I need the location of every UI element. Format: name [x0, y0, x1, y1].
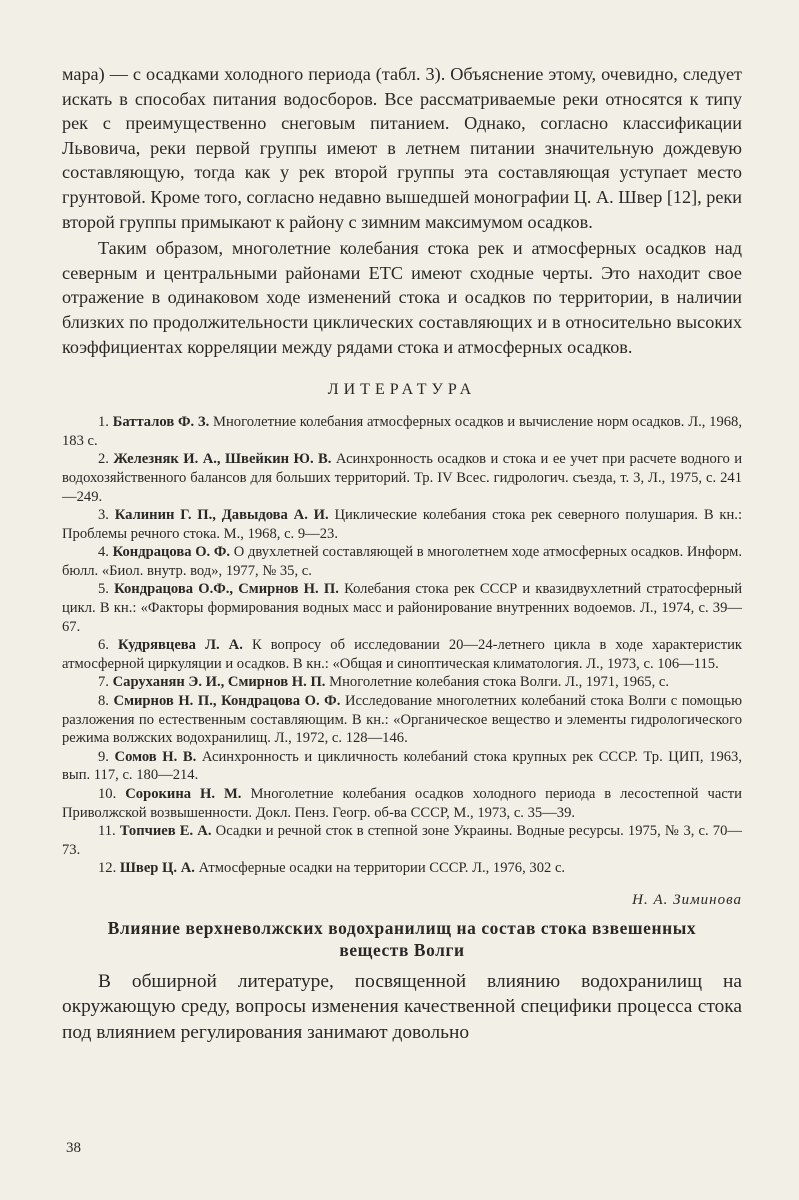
reference-authors: Сорокина Н. М.: [125, 786, 242, 802]
reference-number: 7.: [98, 674, 109, 691]
reference-text: Циклические колебания стока рек северного полушария. В кн.: Проблемы речного стока. М., 1968, с. 9—23.: [62, 507, 743, 542]
reference-authors: Смирнов Н. П., Кондрацова О. Ф.: [113, 693, 341, 710]
reference-number: 3.: [98, 507, 109, 524]
literature-heading: ЛИТЕРАТУРА: [327, 381, 477, 399]
reference-text: Осадки и речной сток в степной зоне Украины. Водные ресурсы. 1975, № 3, с. 70—73.: [62, 823, 742, 858]
article-byline: Н. А. Зиминова: [632, 891, 742, 908]
reference-item: [62, 692, 742, 748]
reference-authors: Саруханян Э. И., Смирнов Н. П.: [112, 674, 326, 691]
reference-authors: Железняк И. А., Швейкин Ю. В.: [113, 451, 332, 468]
reference-item: [62, 859, 742, 878]
reference-authors: Топчиев Е. А.: [119, 823, 212, 840]
reference-item: [62, 822, 742, 859]
reference-text: Асинхронность осадков и стока и ее учет при расчете водного и водохозяйственного балансов для больших территорий. Тр. IV Всес. гидрологич. съезда, т. 3, Л., 1975, с. 241—249.: [62, 451, 743, 505]
reference-item: [62, 506, 742, 543]
page-content: [62, 62, 742, 1045]
reference-number: 9.: [98, 748, 109, 765]
reference-text: Многолетние колебания стока Волги. Л., 1971, 1965, с.: [329, 674, 670, 691]
reference-authors: Сомов Н. В.: [114, 748, 197, 765]
reference-text: Асинхронность и цикличность колебаний стока крупных рек СССР. Тр. ЦИП, 1963, вып. 117, с. 180—214.: [62, 748, 742, 784]
reference-number: 1.: [98, 414, 109, 431]
reference-authors: Кондрацова О.Ф., Смирнов Н. П.: [114, 581, 339, 598]
reference-number: 8.: [98, 693, 109, 710]
reference-item: [62, 413, 742, 450]
reference-list: [62, 413, 742, 878]
reference-authors: Батталов Ф. З.: [112, 414, 210, 431]
reference-number: 2.: [98, 451, 109, 468]
reference-number: 6.: [98, 637, 109, 654]
reference-number: 5.: [98, 581, 109, 598]
reference-text: Атмосферные осадки на территории СССР. Л., 1976, 302 с.: [198, 860, 566, 877]
reference-number: 11.: [98, 823, 116, 840]
reference-item: [62, 748, 742, 785]
reference-number: 12.: [98, 860, 117, 877]
reference-item: [62, 673, 742, 692]
reference-text: Колебания стока рек СССР и квазидвухлетний стратосферный цикл. В кн.: «Факторы формирования водных масс и районирование внутренних водоемов. Л., 1974, с. 39—67.: [62, 581, 743, 635]
reference-number: 4.: [98, 544, 109, 561]
reference-item: [62, 580, 742, 636]
reference-text: К вопросу об исследовании 20—24-летнего цикла в ходе характеристик атмосферной циркуляции и осадков. В кн.: «Общая и синоптическая климатология. Л., 1973, с. 106—115.: [62, 637, 742, 672]
reference-item: [62, 450, 742, 506]
reference-authors: Кудрявцева Л. А.: [118, 637, 243, 654]
reference-item: [62, 636, 742, 673]
reference-text: Исследование многолетних колебаний стока Волги с помощью разложения по естественным составляющим. В кн.: «Органическое вещество и элементы гидрологического режима волжских водохранилищ. Л., 1972, с. 128—146.: [62, 693, 742, 747]
intro-paragraph: В обширной литературе, посвященной влиянию водохранилищ на окружающую среду, вопросы изменения качественной специфики процесса стока под влиянием регулирования занимают довольно: [62, 970, 742, 1043]
reference-text: О двухлетней составляющей в многолетнем ходе атмосферных осадков. Информ. бюлл. «Биол. внутр. вод», 1977, № 35, с.: [62, 544, 742, 579]
conclusion-paragraph: Таким образом, многолетние колебания стока рек и атмосферных осадков над северным и центральными районами ЕТС имеют сходные черты. Это находит свое отражение в одинаковом ходе изменений стока и осадков по территории, в наличии близких по продолжительности циклических составляющих и в относительно высоких коэффициентах корреляции между рядами стока и атмосферных осадков.: [62, 238, 742, 357]
page-number: 38: [66, 1140, 81, 1156]
article-title: Влияние верхневолжских водохранилищ на состав стока взвешенных веществ Волги: [107, 917, 697, 960]
reference-text: Многолетние колебания атмосферных осадков и вычисление норм осадков. Л., 1968, 183 с.: [62, 414, 742, 449]
reference-item: [62, 785, 742, 822]
reference-authors: Калинин Г. П., Давыдова А. И.: [114, 507, 329, 524]
reference-number: 10.: [98, 786, 117, 802]
reference-authors: Кондрацова О. Ф.: [112, 544, 231, 561]
reference-authors: Швер Ц. А.: [119, 860, 195, 877]
reference-item: [62, 543, 742, 580]
reference-text: Многолетние колебания осадков холодного периода в лесостепной части Приволжской возвышенности. Докл. Пенз. Геогр. об-ва СССР, М., 1973, с. 35—39.: [62, 786, 742, 821]
continuation-paragraph: мара) — с осадками холодного периода (табл. 3). Объяснение этому, очевидно, следует искать в способах питания водосборов. Все рассматриваемые реки относятся к типу рек с преимущественно снеговым питанием. Однако, согласно классификации Львовича, реки первой группы имеют в летнем питании значительную дождевую составляющую, тогда как у рек второй группы эта составляющая уступает место грунтовой. Кроме того, согласно недавно вышедшей монографии Ц. А. Швер [12], реки второй группы примыкают к району с зимним максимумом осадков.: [62, 64, 742, 232]
